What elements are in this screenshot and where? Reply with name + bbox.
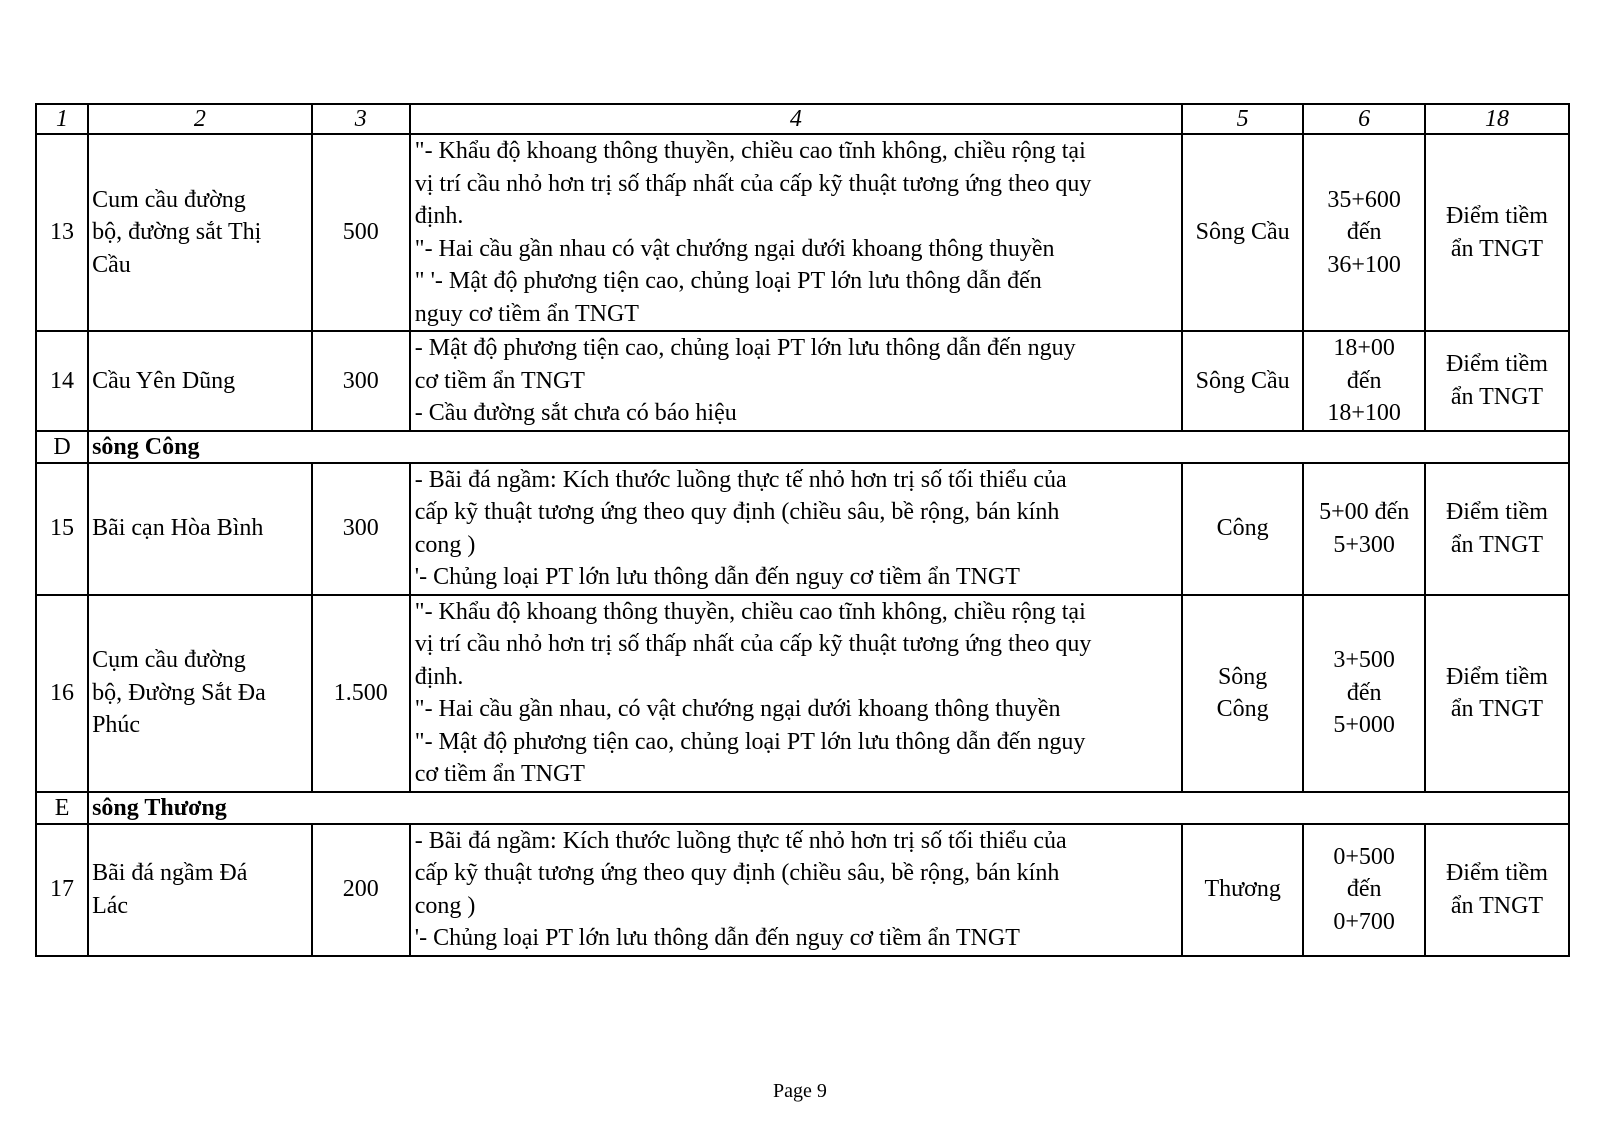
- item-river: [1182, 134, 1304, 331]
- item-description: [410, 463, 1182, 595]
- item-description-line: định.: [414, 663, 464, 690]
- item-description-line: " '- Mật độ phương tiện cao, chủng loại PT lớn lưu thông dẫn đến: [414, 268, 1042, 294]
- table-row: [36, 595, 1569, 792]
- item-length: 300: [312, 463, 410, 595]
- item-description: [410, 134, 1182, 331]
- item-km-range-line: 18+100: [1327, 400, 1401, 426]
- column-number-header-row: [36, 104, 1569, 134]
- item-length: 500: [312, 134, 410, 331]
- table-row: [36, 463, 1569, 595]
- item-note-line: Điểm tiềm: [1445, 663, 1548, 690]
- item-description-line: - Cầu đường sắt chưa có báo hiệu: [414, 400, 737, 426]
- item-name-line: bộ, Đường Sắt Đa: [92, 679, 266, 706]
- item-number: 14: [36, 331, 88, 431]
- item-number: 17: [36, 824, 88, 956]
- item-note: [1425, 824, 1569, 956]
- section-row: [36, 431, 1569, 463]
- item-note: [1425, 134, 1569, 331]
- section-name: sông Công: [88, 431, 1569, 463]
- item-description-line: cong ): [414, 531, 476, 558]
- item-name-line: Bãi đá ngầm Đá: [92, 860, 248, 886]
- item-description-line: "- Hai cầu gần nhau, có vật chướng ngại dưới khoang thông thuyền: [414, 696, 1061, 722]
- item-km-range-line: 36+100: [1327, 251, 1401, 278]
- item-km-range-line: đến: [1346, 367, 1382, 394]
- item-description-line: "- Hai cầu gần nhau có vật chướng ngại dưới khoang thông thuyền: [414, 235, 1055, 262]
- section-name: sông Thương: [88, 792, 1569, 824]
- item-name: [88, 134, 312, 331]
- item-note: [1425, 463, 1569, 595]
- item-description-line: - Mật độ phương tiện cao, chủng loại PT lớn lưu thông dẫn đến nguy: [414, 335, 1076, 361]
- item-river: [1182, 331, 1304, 431]
- item-name-line: Bãi cạn Hòa Bình: [92, 515, 264, 542]
- item-km-range-line: 5+000: [1333, 712, 1395, 739]
- item-km-range-line: 0+500: [1333, 843, 1395, 870]
- column-header-6: 6: [1303, 104, 1425, 134]
- item-description-line: "- Khẩu độ khoang thông thuyền, chiều cao tĩnh không, chiều rộng tại: [414, 138, 1086, 164]
- item-name-line: Lác: [92, 892, 129, 919]
- item-description-line: định.: [414, 203, 464, 229]
- item-note-line: ẩn TNGT: [1450, 383, 1544, 410]
- item-name-line: bộ, đường sắt Thị: [92, 219, 262, 246]
- page-number: Page 9: [773, 1080, 827, 1102]
- item-km-range-line: 18+00: [1333, 335, 1395, 361]
- item-description-line: cơ tiềm ẩn TNGT: [414, 761, 585, 787]
- item-length: 300: [312, 331, 410, 431]
- item-description-line: cơ tiềm ẩn TNGT: [414, 367, 585, 394]
- item-km-range-line: 0+700: [1333, 908, 1395, 935]
- item-length: 200: [312, 824, 410, 956]
- item-description-line: '- Chủng loại PT lớn lưu thông dẫn đến nguy cơ tiềm ẩn TNGT: [414, 925, 1020, 951]
- item-km-range: [1303, 463, 1425, 595]
- item-description-line: - Bãi đá ngầm: Kích thước luồng thực tế nhỏ hơn trị số tối thiểu của: [414, 827, 1067, 854]
- item-km-range-line: 5+00 đến: [1319, 499, 1410, 525]
- item-name-line: Cụm cầu đường: [92, 647, 246, 674]
- section-id: E: [36, 792, 88, 824]
- item-number: 16: [36, 595, 88, 792]
- item-description-line: nguy cơ tiềm ẩn TNGT: [414, 300, 639, 327]
- table-row: [36, 331, 1569, 431]
- table-row: [36, 134, 1569, 331]
- item-note-line: Điểm tiềm: [1445, 351, 1548, 378]
- item-river-line: Sông Cầu: [1195, 219, 1290, 246]
- item-note-line: ẩn TNGT: [1450, 892, 1544, 919]
- item-km-range-line: đến: [1346, 876, 1382, 903]
- column-header-7: 18: [1425, 104, 1569, 134]
- item-name-line: Cầu: [92, 251, 131, 278]
- item-km-range-line: 3+500: [1333, 647, 1395, 674]
- item-name: [88, 331, 312, 431]
- item-length: 1.500: [312, 595, 410, 792]
- item-note-line: ẩn TNGT: [1450, 235, 1544, 262]
- item-description-line: vị trí cầu nhỏ hơn trị số thấp nhất của cấp kỹ thuật tương ứng theo quy: [414, 170, 1092, 197]
- item-note-line: Điểm tiềm: [1445, 203, 1548, 229]
- item-km-range-line: 35+600: [1327, 186, 1401, 213]
- item-river-line: Công: [1216, 515, 1269, 542]
- item-description-line: '- Chủng loại PT lớn lưu thông dẫn đến nguy cơ tiềm ẩn TNGT: [414, 564, 1020, 590]
- item-river: [1182, 824, 1304, 956]
- table-body: [36, 104, 1569, 956]
- column-header-4: 4: [410, 104, 1182, 134]
- item-river: [1182, 595, 1304, 792]
- section-row: [36, 792, 1569, 824]
- item-km-range-line: 5+300: [1333, 531, 1395, 558]
- item-river: [1182, 463, 1304, 595]
- item-river-line: Sông Cầu: [1195, 367, 1290, 394]
- item-description: [410, 824, 1182, 956]
- item-description-line: "- Mật độ phương tiện cao, chủng loại PT lớn lưu thông dẫn đến nguy: [414, 728, 1086, 755]
- item-km-range-line: đến: [1346, 679, 1382, 706]
- item-description-line: - Bãi đá ngầm: Kích thước luồng thực tế nhỏ hơn trị số tối thiểu của: [414, 466, 1067, 493]
- item-km-range: [1303, 331, 1425, 431]
- item-note-line: Điểm tiềm: [1445, 860, 1548, 886]
- item-description: [410, 595, 1182, 792]
- section-id: D: [36, 431, 88, 463]
- item-number: 13: [36, 134, 88, 331]
- item-name: [88, 595, 312, 792]
- item-name-line: Cầu Yên Dũng: [92, 367, 236, 394]
- column-header-3: 3: [312, 104, 410, 134]
- hazard-points-table: [35, 103, 1570, 957]
- item-note: [1425, 331, 1569, 431]
- item-name-line: Phúc: [92, 712, 141, 739]
- item-name-line: Cum cầu đường: [92, 186, 246, 213]
- item-description-line: cấp kỹ thuật tương ứng theo quy định (chiều sâu, bề rộng, bán kính: [414, 860, 1060, 886]
- item-km-range-line: đến: [1346, 219, 1382, 246]
- item-note-line: ẩn TNGT: [1450, 531, 1544, 558]
- item-km-range: [1303, 595, 1425, 792]
- item-river-line: Công: [1216, 696, 1269, 722]
- item-description: [410, 331, 1182, 431]
- item-note: [1425, 595, 1569, 792]
- column-header-1: 1: [36, 104, 88, 134]
- item-note-line: ẩn TNGT: [1450, 696, 1544, 722]
- item-river-line: Sông: [1217, 663, 1268, 690]
- item-km-range: [1303, 134, 1425, 331]
- item-km-range: [1303, 824, 1425, 956]
- item-name: [88, 463, 312, 595]
- item-note-line: Điểm tiềm: [1445, 499, 1548, 525]
- item-description-line: "- Khẩu độ khoang thông thuyền, chiều cao tĩnh không, chiều rộng tại: [414, 598, 1086, 625]
- column-header-5: 5: [1182, 104, 1304, 134]
- item-description-line: vị trí cầu nhỏ hơn trị số thấp nhất của cấp kỹ thuật tương ứng theo quy: [414, 631, 1092, 657]
- column-header-2: 2: [88, 104, 312, 134]
- item-description-line: cong ): [414, 892, 476, 919]
- item-name: [88, 824, 312, 956]
- table-row: [36, 824, 1569, 956]
- item-number: 15: [36, 463, 88, 595]
- item-description-line: cấp kỹ thuật tương ứng theo quy định (chiều sâu, bề rộng, bán kính: [414, 499, 1060, 525]
- item-river-line: Thương: [1204, 876, 1281, 903]
